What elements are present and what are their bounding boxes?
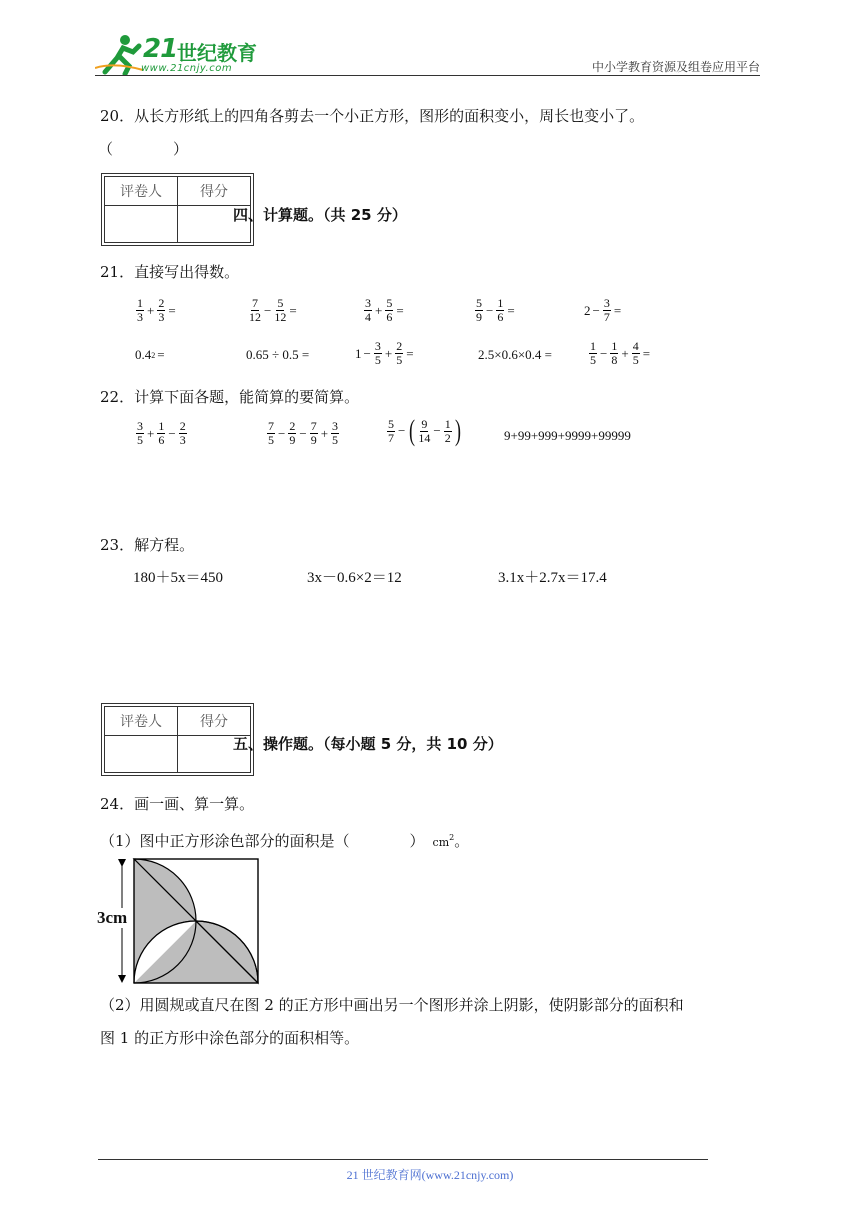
question-23-title: 23．解方程。 [100, 536, 195, 554]
footer-link[interactable]: 21 世纪教育网(www.21cnjy.com) [346, 1168, 514, 1182]
logo-number: 21 [143, 34, 178, 64]
question-22-title: 22．计算下面各题，能简算的要简算。 [100, 388, 360, 406]
score-header: 得分 [178, 177, 251, 206]
q21-expr-2: $\frac{7}{12}$ − $\frac{5}{12}$ = [249, 296, 297, 324]
q22-expr-4: 9+99+999+9999+99999 [504, 428, 631, 443]
question-20: 20．从长方形纸上的四角各剪去一个小正方形，图形的面积变小，周长也变小了。 [100, 107, 645, 125]
site-logo [95, 32, 265, 78]
q21-expr-4: $\frac{5}{9}$ − $\frac{1}{6}$ = [476, 296, 515, 324]
reviewer-cell [105, 206, 178, 243]
section-4-title: 四、计算题。（共 25 分） [233, 206, 407, 224]
q21-expr-8: 1 − $\frac{3}{5}$ + $\frac{2}{5}$ = [355, 339, 414, 367]
question-24-title: 24．画一画、算一算。 [100, 795, 255, 813]
score-table-5 [101, 703, 254, 776]
q23-equation-1: 180＋5x＝450 [133, 570, 224, 586]
q23-equation-3: 3.1x＋2.7x＝17.4 [498, 570, 607, 586]
q21-expr-7: 0.65 ÷ 0.5 = [246, 347, 310, 362]
score-header: 得分 [178, 707, 251, 736]
q22-expr-2: $\frac{7}{5}$ − $\frac{2}{9}$ − $\frac{7}{9}$ + $\frac{3}{5}$ [268, 419, 339, 447]
q21-expr-10: $\frac{1}{5}$ − $\frac{1}{8}$ + $\frac{4}{5}$ = [590, 339, 651, 367]
score-table-4 [101, 173, 254, 246]
q21-expr-1: $\frac{1}{3}$ + $\frac{2}{3}$ = [137, 296, 176, 324]
q22-expr-3: $\frac{5}{7}$ − ( $\frac{9}{14}$ − $\frac{1}{2}$ ) [388, 414, 461, 447]
reviewer-cell [105, 736, 178, 773]
q21-expr-9: 2.5×0.6×0.4 = [478, 347, 552, 362]
question-21-title: 21．直接写出得数。 [100, 263, 240, 281]
section-5-title: 五、操作题。（每小题 5 分，共 10 分） [233, 735, 503, 753]
q22-expr-1: $\frac{3}{5}$ + $\frac{1}{6}$ − $\frac{2}{3}$ [137, 419, 186, 447]
logo-url: www.21cnjy.com [141, 63, 233, 74]
q21-expr-6: 0.4 2 = [135, 347, 165, 362]
q21-expr-5: 2 − $\frac{3}{7}$ = [584, 296, 622, 324]
reviewer-header: 评卷人 [105, 177, 178, 206]
logo-name: 世纪教育 [177, 41, 257, 65]
footer-divider [98, 1159, 708, 1160]
question-24-part-2-line-2: 图 1 的正方形中涂色部分的面积相等。 [100, 1029, 360, 1047]
question-20-answer-paren: （ ） [98, 140, 189, 158]
header-slogan: 中小学教育资源及组卷应用平台 [591, 60, 760, 74]
question-24-part-1: （1）图中正方形涂色部分的面积是（ ） $cm^2$。 [100, 832, 470, 850]
q21-expr-3: $\frac{3}{4}$ + $\frac{5}{6}$ = [365, 296, 404, 324]
runner-logo-icon [95, 32, 145, 76]
reviewer-header: 评卷人 [105, 707, 178, 736]
header-divider [95, 75, 760, 76]
question-24-part-2-line-1: （2）用圆规或直尺在图 2 的正方形中画出另一个图形并涂上阴影，使阴影部分的面积和 [100, 996, 684, 1014]
q23-equation-2: 3x－0.6×2＝12 [307, 570, 402, 586]
dimension-label: 3cm [97, 908, 128, 927]
